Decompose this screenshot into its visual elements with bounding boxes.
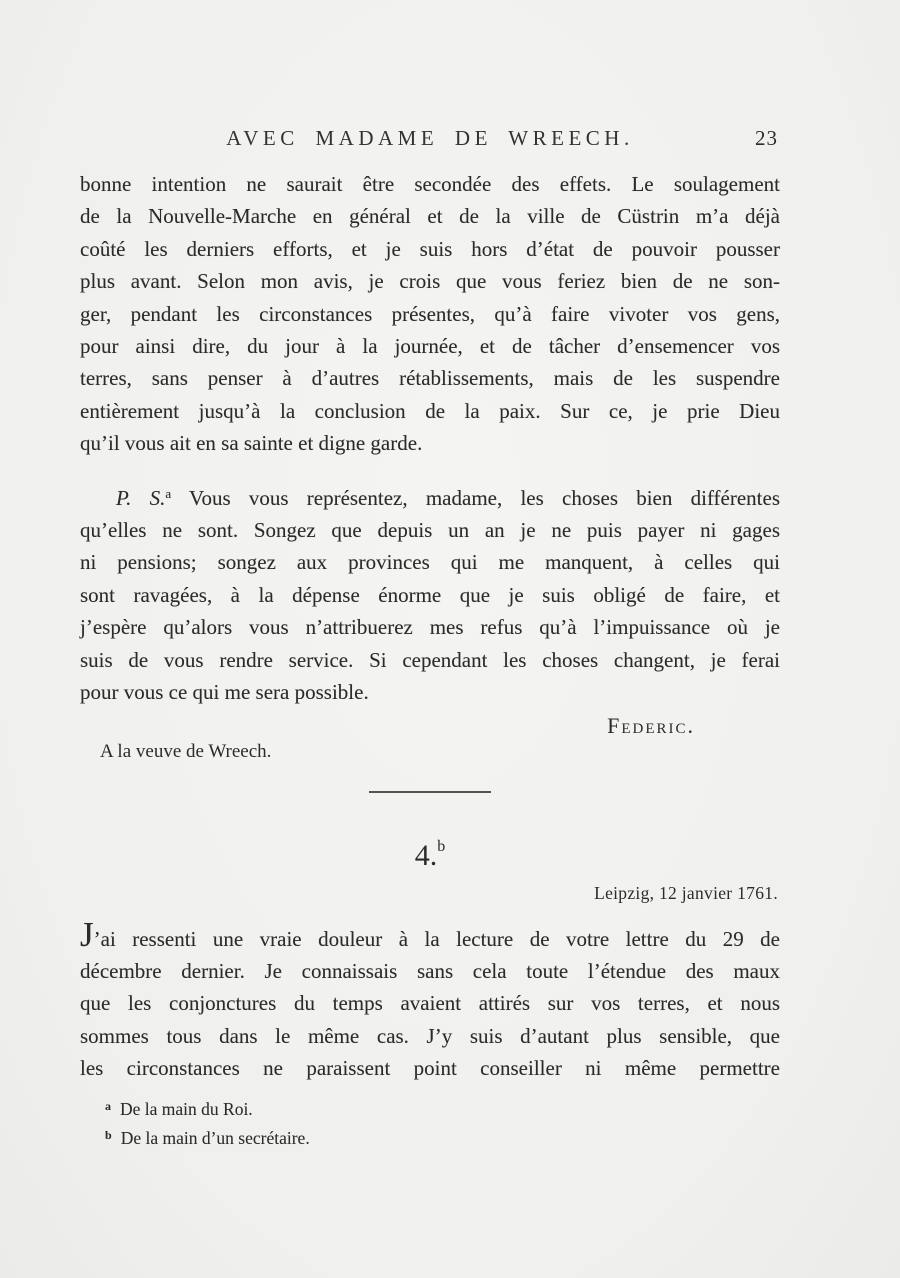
footnotes-block	[105, 1093, 780, 1151]
footnote	[105, 1093, 780, 1122]
text-line: que les conjonctures du temps avaient attirés sur vos terres, et nous	[80, 991, 780, 1016]
running-head-title: AVEC MADAME DE WREECH.	[226, 126, 634, 150]
addressee-line: A la veuve de Wreech.	[100, 740, 272, 762]
page-number: 23	[755, 126, 778, 150]
text-line: j’espère qu’alors vous n’attribuerez mes refus qu’à l’impuissance où je	[80, 615, 780, 640]
signature: Federic.	[607, 712, 695, 738]
letter4-body-paragraph	[80, 914, 780, 1085]
text-line: de la Nouvelle-Marche en général et de la ville de Cüstrin m’a déjà	[80, 204, 780, 229]
footnote-ref-a: a	[165, 485, 172, 501]
text-line: ni pensions; songez aux provinces qui me manquent, à celles qui	[80, 550, 780, 575]
letter4-number-heading	[80, 837, 780, 875]
section-divider-rule	[369, 791, 491, 793]
text-fragment: Vous vous représentez, madame, les choses bien différentes	[189, 485, 781, 510]
text-line: pour vous ce qui me sera possible.	[80, 680, 369, 705]
text-line: terres, sans penser à d’autres rétablissements, mais de les suspendre	[80, 366, 780, 391]
text-line: plus avant. Selon mon avis, je crois que vous feriez bien de ne son-	[80, 269, 780, 294]
text-line	[80, 914, 780, 955]
text-block	[80, 126, 780, 1151]
running-head	[80, 126, 780, 152]
letter3-body-paragraph	[80, 168, 780, 460]
ps-label: P. S.	[116, 485, 166, 510]
text-line: entièrement jusqu’à la conclusion de la paix. Sur ce, je prie Dieu	[80, 398, 780, 423]
text-line: suis de vous rendre service. Si cependant les choses changent, je ferai	[80, 647, 780, 672]
opening-initial: J	[80, 914, 94, 954]
text-line	[80, 482, 780, 514]
dateline: Leipzig, 12 janvier 1761.	[594, 882, 778, 903]
text-line: ger, pendant les circonstances présentes, qu’à faire vivoter vos gens,	[80, 301, 780, 326]
text-line: sont ravagées, à la dépense énorme que je suis obligé de faire, et	[80, 582, 780, 607]
text-fragment: ’ai ressenti une vraie douleur à la lecture de votre lettre du 29 de	[93, 926, 780, 951]
footnote-text: De la main du Roi.	[120, 1098, 253, 1119]
footnote	[105, 1122, 780, 1151]
text-line: les circonstances ne paraissent point conseiller ni même permettre	[80, 1056, 780, 1081]
text-line: bonne intention ne saurait être secondée des effets. Le soulagement	[80, 172, 780, 196]
text-line: coûté les derniers efforts, et je suis hors d’état de pouvoir pousser	[80, 236, 780, 261]
text-line: qu’il vous ait en sa sainte et digne garde.	[80, 431, 423, 456]
footnote-ref-b: b	[437, 837, 446, 855]
text-line: qu’elles ne sont. Songez que depuis un an je ne puis payer ni gages	[80, 518, 780, 543]
text-line: pour ainsi dire, du jour à la journée, et de tâcher d’ensemencer vos	[80, 334, 780, 359]
footnote-text: De la main d’un secrétaire.	[120, 1127, 310, 1148]
letter-number: 4.	[414, 838, 438, 872]
postscript-paragraph	[80, 482, 780, 709]
footnote-marker-a: a	[105, 1098, 111, 1113]
text-line: sommes tous dans le même cas. J’y suis d’autant plus sensible, que	[80, 1023, 780, 1048]
footnote-marker-b: b	[105, 1127, 112, 1142]
text-line: décembre dernier. Je connaissais sans cela toute l’étendue des maux	[80, 958, 780, 983]
